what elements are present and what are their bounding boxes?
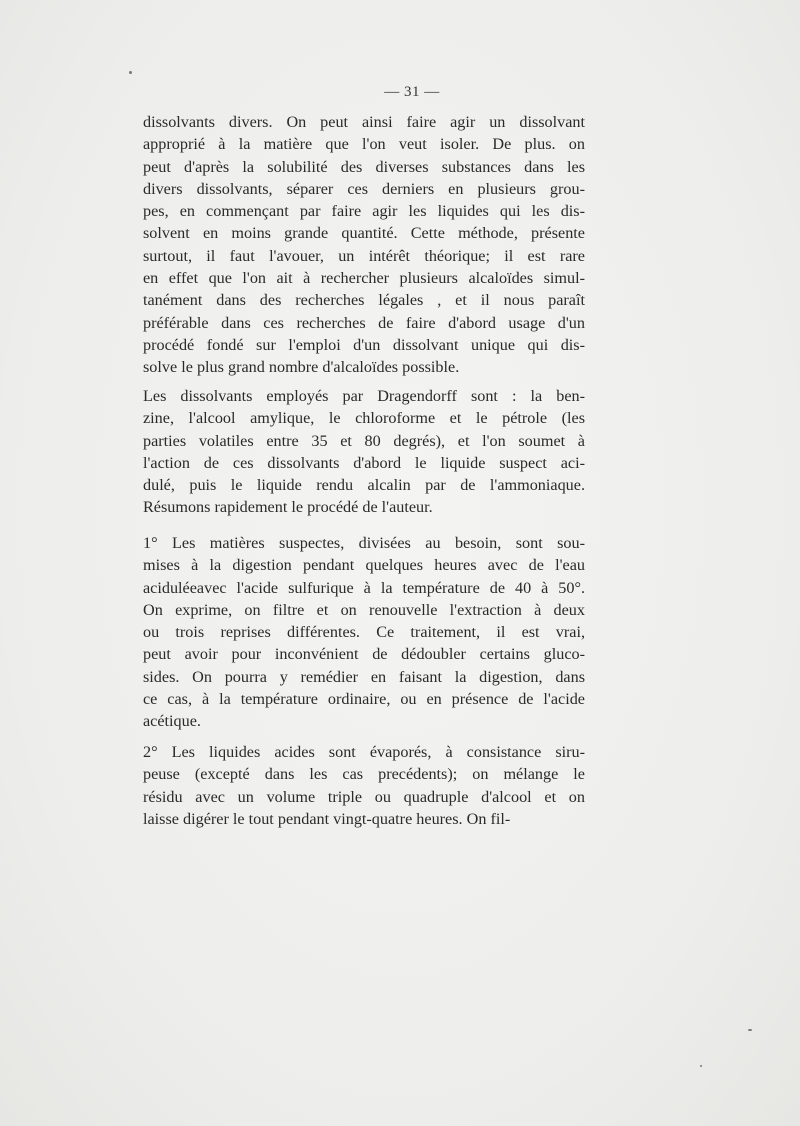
text-line: ou trois reprises différentes. Ce traitement, il est vrai, xyxy=(143,623,585,642)
text-line: sides. On pourra y remédier en faisant la digestion, dans xyxy=(143,667,585,686)
text-line: divers dissolvants, séparer ces derniers en plusieurs grou- xyxy=(143,179,585,198)
text-line: peut avoir pour inconvénient de dédoubler certains gluco- xyxy=(143,645,585,664)
text-line: procédé fondé sur l'emploi d'un dissolvant unique qui dis- xyxy=(143,335,585,354)
text-line: approprié à la matière que l'on veut isoler. De plus. on xyxy=(143,135,585,154)
text-line: parties volatiles entre 35 et 80 degrés), et l'on soumet à xyxy=(143,431,585,450)
text-line: dissolvants divers. On peut ainsi faire agir un dissolvant xyxy=(143,113,585,131)
text-line: laisse digérer le tout pendant vingt-quatre heures. On fil- xyxy=(143,809,511,828)
text-line: mises à la digestion pendant quelques heures avec de l'eau xyxy=(143,556,585,575)
text-line: résidu avec un volume triple ou quadruple d'alcool et on xyxy=(143,787,585,806)
text-line: préférable dans ces recherches de faire d'abord usage d'un xyxy=(143,313,585,332)
text-line: surtout, il faut l'avouer, un intérêt théorique; il est rare xyxy=(143,246,585,265)
text-line: On exprime, on filtre et on renouvelle l'extraction à deux xyxy=(143,600,585,619)
paragraph-3 xyxy=(143,532,585,733)
text-line: dulé, puis le liquide rendu alcalin par de l'ammoniaque. xyxy=(143,476,585,495)
text-line: l'action de ces dissolvants d'abord le liquide suspect aci- xyxy=(143,453,585,472)
paragraph-1 xyxy=(143,111,585,379)
text-line: ce cas, à la température ordinaire, ou en présence de l'acide xyxy=(143,690,585,709)
paragraph-4 xyxy=(143,741,585,830)
text-line: zine, l'alcool amylique, le chloroforme et le pétrole (les xyxy=(143,409,585,428)
paragraph-2 xyxy=(143,385,585,519)
text-line: en effet que l'on ait à rechercher plusieurs alcaloïdes simul- xyxy=(143,269,585,288)
text-line: tanément dans des recherches légales , et il nous paraît xyxy=(143,291,585,310)
text-line: peut d'après la solubilité des diverses substances dans les xyxy=(143,157,585,176)
paper-speck xyxy=(129,71,132,74)
text-line: 2° Les liquides acides sont évaporés, à consistance siru- xyxy=(143,743,585,761)
page-number: — 31 — xyxy=(384,84,440,100)
paper-speck xyxy=(700,1065,702,1067)
text-line: pes, en commençant par faire agir les liquides qui les dis- xyxy=(143,202,585,221)
paper-speck xyxy=(748,1029,752,1031)
text-line: Résumons rapidement le procédé de l'auteur. xyxy=(143,498,433,517)
text-line: aciduléeavec l'acide sulfurique à la température de 40 à 50°. xyxy=(143,578,585,597)
text-line: acétique. xyxy=(143,712,201,731)
text-line: peuse (excepté dans les cas precédents); on mélange le xyxy=(143,765,585,784)
text-line: solvent en moins grande quantité. Cette méthode, présente xyxy=(143,224,585,243)
text-line: 1° Les matières suspectes, divisées au besoin, sont sou- xyxy=(143,534,585,552)
text-line: Les dissolvants employés par Dragendorff sont : la ben- xyxy=(143,387,585,405)
text-line: solve le plus grand nombre d'alcaloïdes possible. xyxy=(143,358,460,377)
